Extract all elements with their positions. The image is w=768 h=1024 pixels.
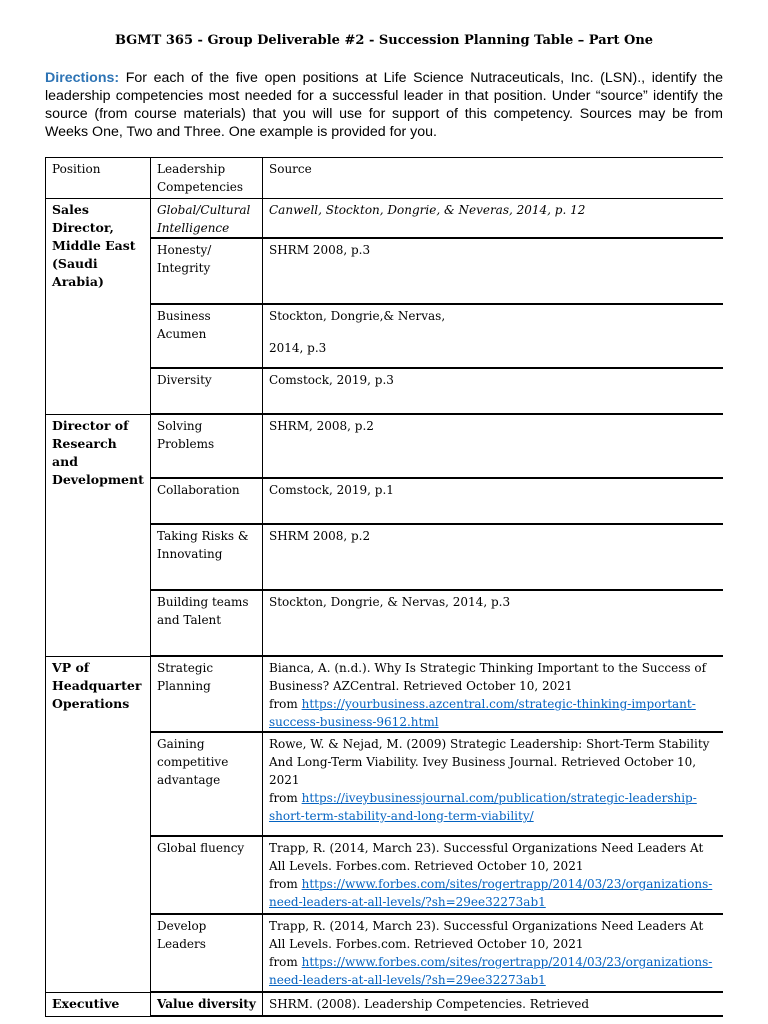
source-cell [263, 478, 724, 524]
table-row [46, 656, 724, 732]
competency-cell: Global/Cultural Intelligence [151, 199, 263, 239]
competency-cell: Taking Risks & Innovating [151, 524, 263, 590]
competency-cell: Gaining competitive advantage [151, 732, 263, 836]
source-cell [263, 199, 724, 239]
source-cell [263, 732, 724, 836]
source-text: SHRM 2008, p.3 [269, 243, 371, 257]
table-row [46, 992, 724, 1016]
competency-cell: Business Acumen [151, 304, 263, 368]
position-cell: Director of Research and Development [46, 414, 151, 656]
source-text: Bianca, A. (n.d.). Why Is Strategic Thinking Important to the Success of Business? AZCentral. Retrieved October 10, 2021 [269, 661, 707, 693]
competency-cell: Diversity [151, 368, 263, 414]
source-cell [263, 656, 724, 732]
directions-text: For each of the five open positions at Life Science Nutraceuticals, Inc. (LSN)., identify the leadership competencies most needed for a successful leader in that position. Under “source” identify the source (from course materials) that you will use for support of this competency. Sources may be from Weeks One, Two and Three. One example is provided for you. [45, 70, 723, 140]
source-link[interactable]: https://www.forbes.com/sites/rogertrapp/2014/03/23/organizations-need-leaders-at-all-levels/?sh=29ee32273ab1 [269, 955, 713, 987]
source-text: SHRM, 2008, p.2 [269, 419, 374, 433]
source-cell [263, 414, 724, 478]
table-row [46, 414, 724, 478]
directions-label: Directions: [45, 70, 120, 86]
table-header-row [46, 158, 724, 199]
source-text: Stockton, Dongrie, & Nervas, 2014, p.3 [269, 595, 511, 609]
source-text: Rowe, W. & Nejad, M. (2009) Strategic Leadership: Short-Term Stability And Long-Term Viability. Ivey Business Journal. Retrieved October 10, 2021 [269, 737, 710, 787]
from-label: from [269, 697, 302, 711]
from-label: from [269, 955, 302, 969]
directions-paragraph [45, 69, 723, 141]
source-link[interactable]: https://iveybusinessjournal.com/publication/strategic-leadership-short-term-stability-and-long-term-viability/ [269, 791, 697, 823]
header-position: Position [46, 158, 151, 199]
source-text: SHRM 2008, p.2 [269, 529, 371, 543]
source-text: Comstock, 2019, p.1 [269, 483, 394, 497]
source-cell [263, 368, 724, 414]
succession-planning-table [45, 157, 723, 1017]
competency-cell: Develop Leaders [151, 914, 263, 992]
position-cell: Executive [46, 992, 151, 1016]
source-cell [263, 836, 724, 914]
source-cell [263, 238, 724, 304]
table-row [46, 199, 724, 239]
from-label: from [269, 791, 302, 805]
source-cell [263, 304, 724, 368]
succession-planning-table-container [45, 157, 723, 1024]
header-source: Source [263, 158, 724, 199]
source-text: Stockton, Dongrie,& Nervas, [269, 309, 446, 323]
competency-cell: Global fluency [151, 836, 263, 914]
document-title: BGMT 365 - Group Deliverable #2 - Succession Planning Table – Part One [114, 33, 654, 48]
competency-cell: Honesty/ Integrity [151, 238, 263, 304]
competency-cell: Value diversity [151, 992, 263, 1016]
source-text: Canwell, Stockton, Dongrie, & Neveras, 2014, p. 12 [269, 203, 586, 217]
source-text: Trapp, R. (2014, March 23). Successful Organizations Need Leaders At All Levels. Forbes.com. Retrieved October 10, 2021 [269, 919, 704, 951]
competency-cell: Solving Problems [151, 414, 263, 478]
paragraph-gap [269, 325, 717, 339]
source-text: Comstock, 2019, p.3 [269, 373, 394, 387]
source-text-continued: 2014, p.3 [269, 341, 327, 355]
source-cell [263, 590, 724, 656]
competency-cell: Collaboration [151, 478, 263, 524]
source-link[interactable]: https://yourbusiness.azcentral.com/strategic-thinking-important-success-business-9612.html [269, 697, 696, 729]
position-cell: Sales Director, Middle East (Saudi Arabia) [46, 199, 151, 415]
source-cell [263, 914, 724, 992]
header-competencies: Leadership Competencies [151, 158, 263, 199]
competency-cell: Strategic Planning [151, 656, 263, 732]
source-cell [263, 524, 724, 590]
competency-cell: Building teams and Talent [151, 590, 263, 656]
source-text: SHRM. (2008). Leadership Competencies. Retrieved [269, 997, 589, 1011]
source-link[interactable]: https://www.forbes.com/sites/rogertrapp/2014/03/23/organizations-need-leaders-at-all-levels/?sh=29ee32273ab1 [269, 877, 713, 909]
from-label: from [269, 877, 302, 891]
source-cell [263, 992, 724, 1016]
source-text: Trapp, R. (2014, March 23). Successful Organizations Need Leaders At All Levels. Forbes.com. Retrieved October 10, 2021 [269, 841, 704, 873]
position-cell: VP of Headquarter Operations [46, 656, 151, 992]
